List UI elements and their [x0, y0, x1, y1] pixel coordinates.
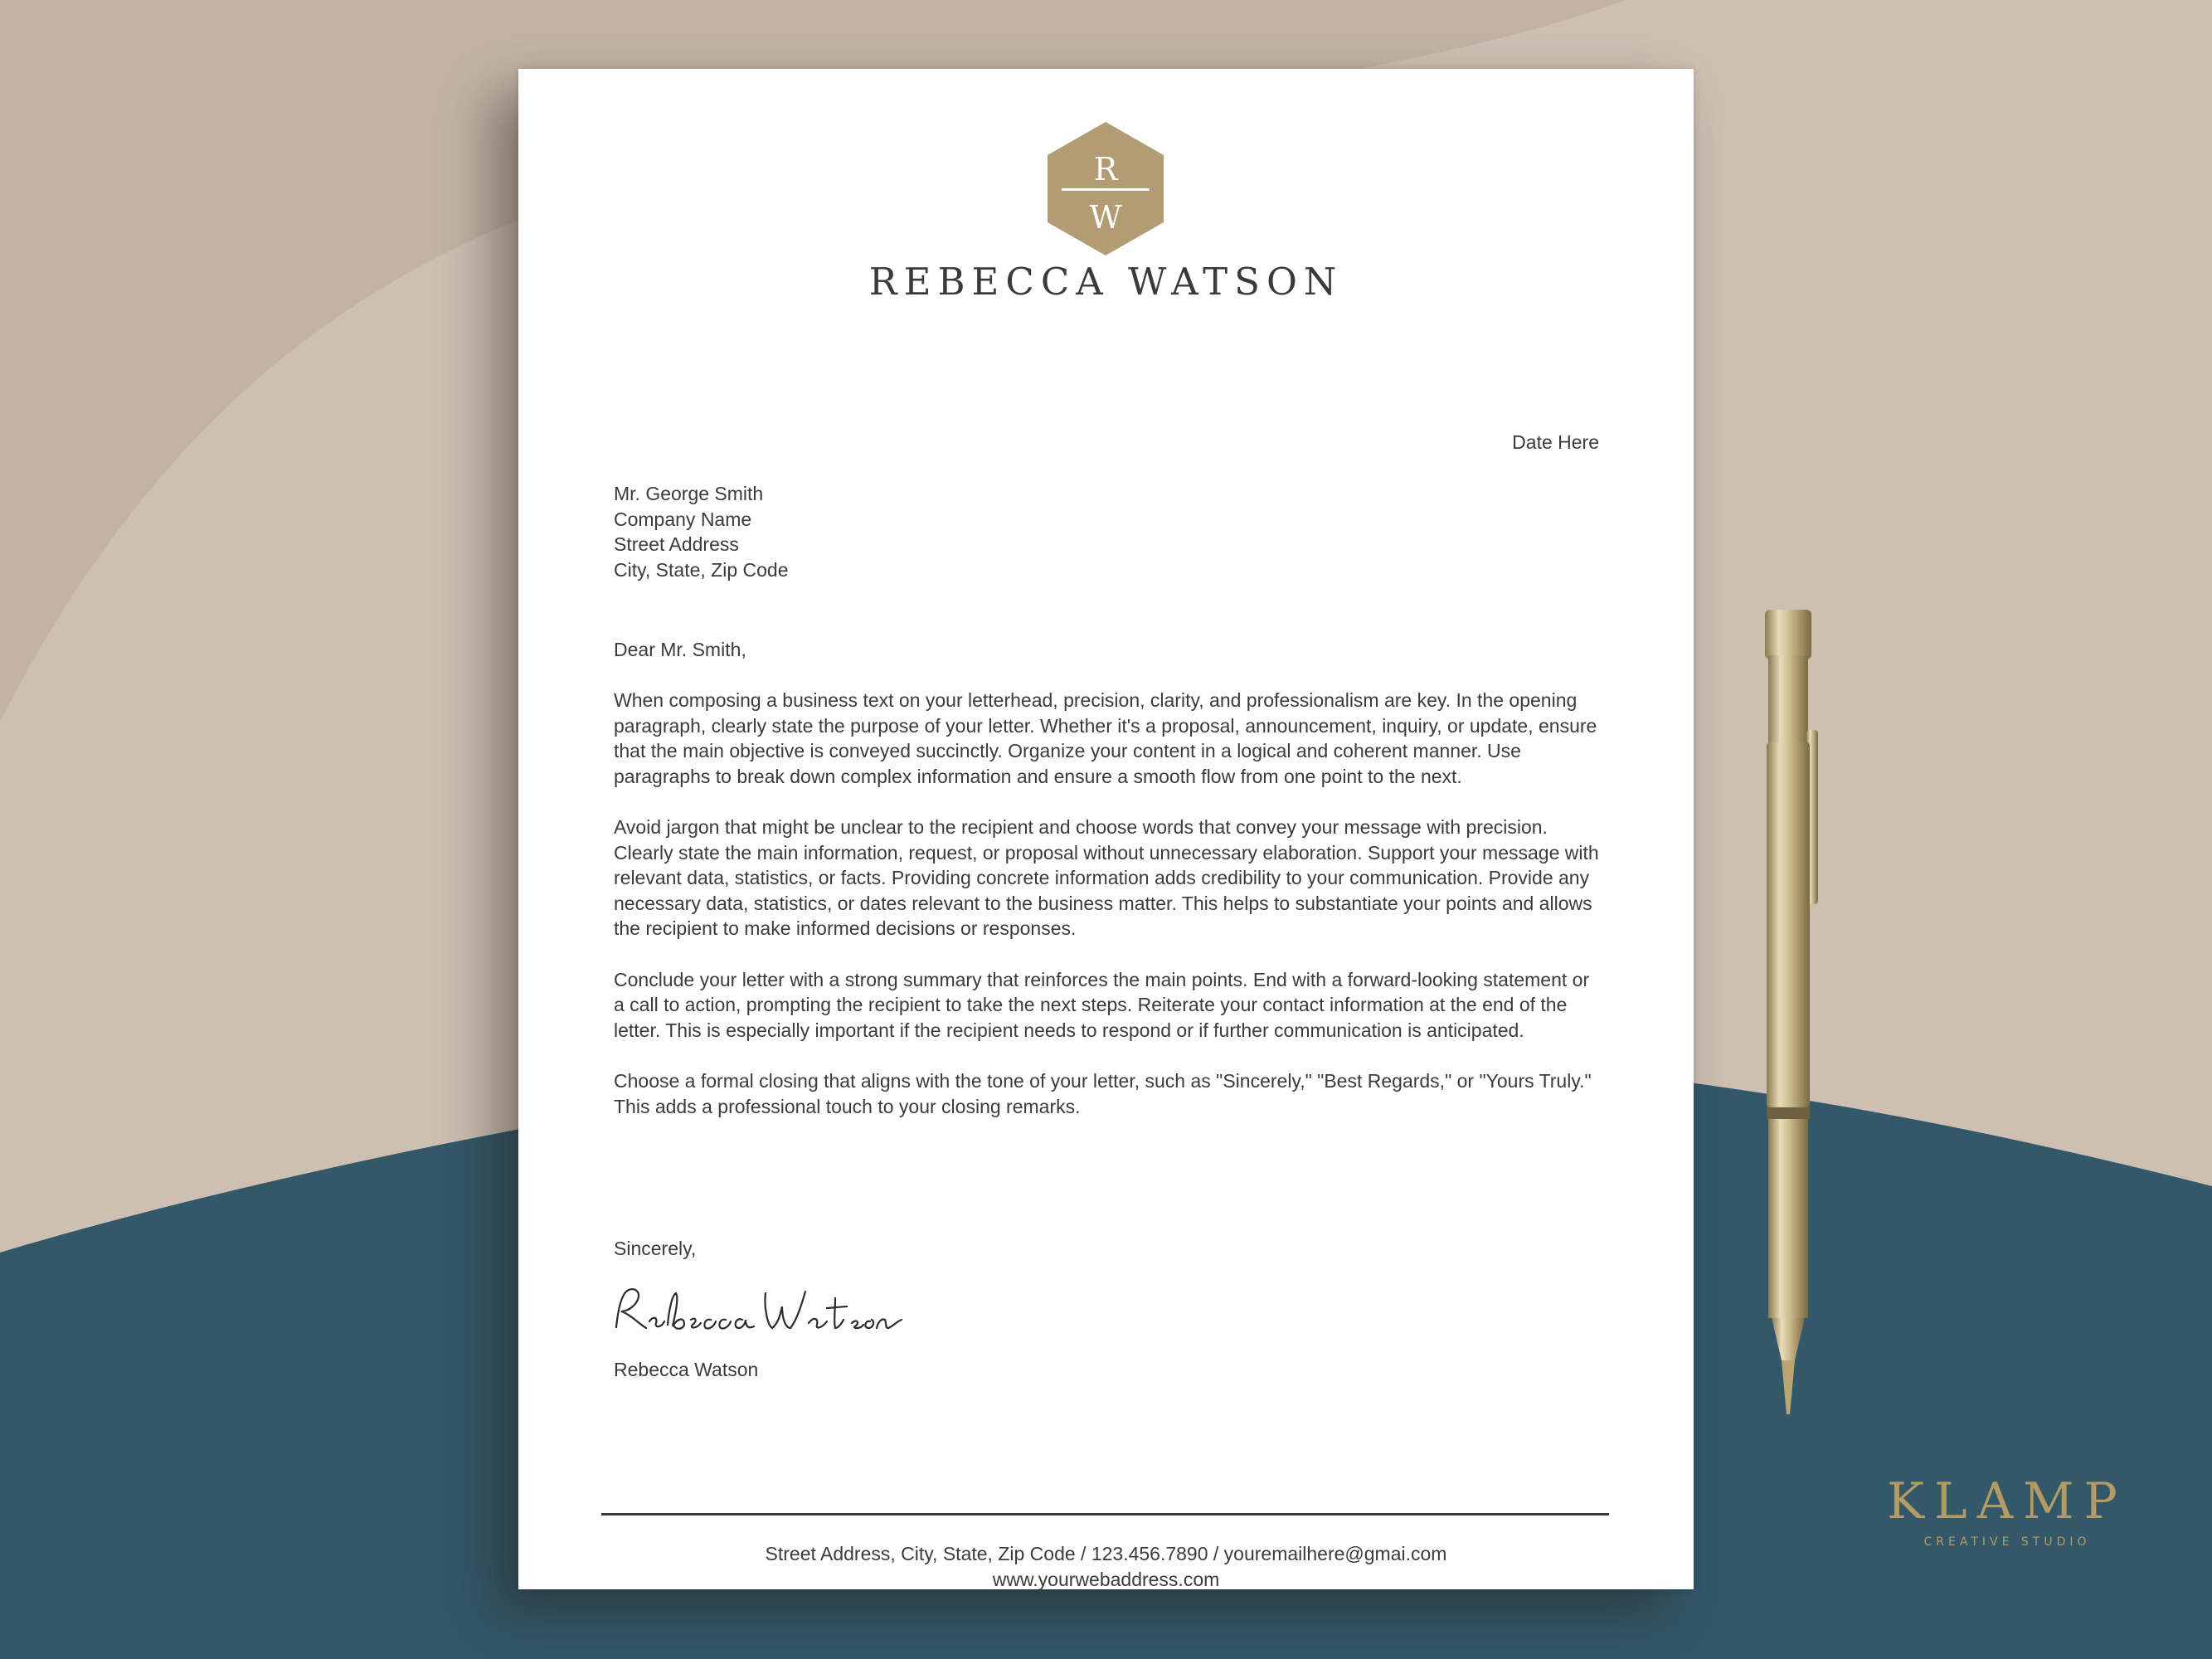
signed-name: Rebecca Watson: [614, 1359, 759, 1380]
monogram-bottom-letter: W: [1089, 199, 1122, 236]
closing: Sincerely,: [614, 1238, 697, 1259]
footer-contact: [518, 1541, 1694, 1593]
monogram-logo: [1043, 120, 1168, 257]
brand-tagline: CREATIVE STUDIO: [1923, 1535, 2091, 1549]
letterhead-page: [518, 69, 1694, 1589]
letter-body: [614, 688, 1605, 1145]
recipient-street: Street Address: [614, 533, 739, 556]
letterhead-name: REBECCA WATSON: [868, 260, 1344, 304]
footer-address-line: Street Address, City, State, Zip Code / 123.456.7890 / youremailhere@gmai.com: [765, 1543, 1447, 1564]
monogram-top-letter: R: [1093, 151, 1118, 187]
recipient-name: Mr. George Smith: [614, 483, 764, 504]
brand-watermark: [1883, 1472, 2132, 1549]
brand-name: KLAMP: [1887, 1472, 2127, 1530]
body-paragraph: Conclude your letter with a strong summary that reinforces the main points. End with a forward-looking statement or a call to action, prompting the recipient to take the next steps. Reiterate your contact information at the end of the letter. This is especially important if the recipient needs to respond or if further communication is anticipated.: [614, 968, 1590, 1041]
handwritten-signature: [610, 1282, 908, 1340]
recipient-city: City, State, Zip Code: [614, 558, 789, 581]
recipient-address: [614, 481, 789, 582]
body-paragraph: When composing a business text on your letterhead, precision, clarity, and professionalism are key. In the opening paragraph, clearly state the purpose of your letter. Whether it's a proposal, announcement, inquiry, or update, ensure that the main objective is conveyed succinctly. Organize your content in a logical and coherent manner. Use paragraphs to break down complex information and ensure a smooth flow from one point to the next.: [614, 689, 1597, 787]
footer-website: www.yourwebaddress.com: [992, 1569, 1220, 1590]
body-paragraph: Avoid jargon that might be unclear to the recipient and choose words that convey your message with precision. Clearly state the main information, request, or proposal without unnecessary elaboration. Support your message with relevant data, statistics, or facts. Providing concrete information adds credibility to your communication. Provide any necessary data, statistics, or dates relevant to the business matter. This helps to substantiate your points and allows the recipient to make informed decisions or responses.: [614, 815, 1599, 940]
letter-date: Date Here: [1512, 431, 1599, 453]
body-paragraph: Choose a formal closing that aligns with the tone of your letter, such as "Sincerely," "Best Regards," or "Yours Truly." This adds a professional touch to your closing remarks.: [614, 1069, 1592, 1117]
footer-divider: [601, 1513, 1609, 1515]
recipient-company: Company Name: [614, 508, 752, 530]
salutation: Dear Mr. Smith,: [614, 639, 746, 660]
